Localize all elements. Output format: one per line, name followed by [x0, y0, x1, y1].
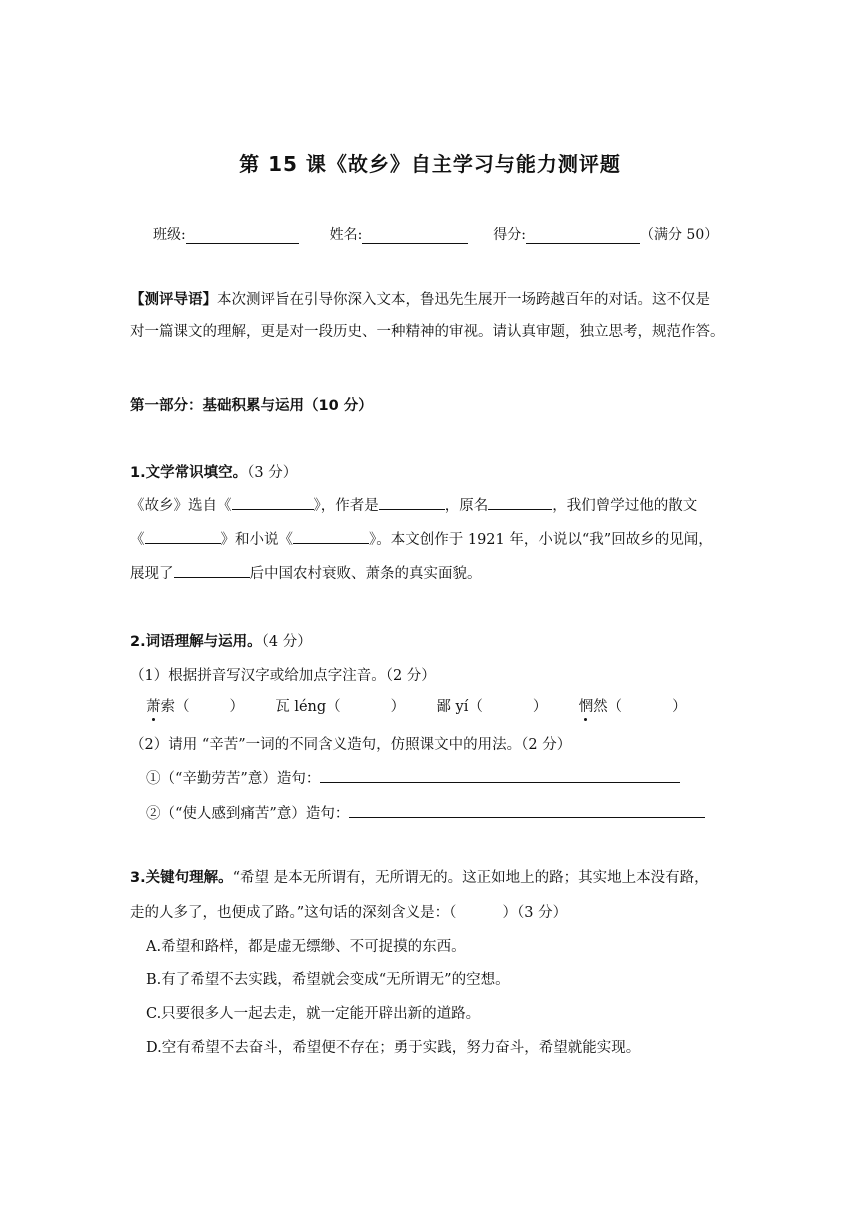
q1-text: 》。本文创作于 1921 年，小说以“我”回故乡的见闻， [369, 532, 713, 548]
pinyin-item-text: ） [672, 699, 687, 715]
q3-text-1: “希望 是本无所谓有，无所谓无的。这正如地上的路；其实地上本没有路， [232, 870, 709, 886]
q1-text: 展现了 [130, 566, 174, 582]
q3-option-d[interactable]: D.空有希望不去奋斗，希望便不存在；勇于实践，努力奋斗，希望就能实现。 [146, 1040, 641, 1056]
pinyin-item [146, 699, 244, 715]
student-info-line [153, 224, 718, 244]
q3-option-c[interactable]: C.只要很多人一起去走，就一定能开辟出新的道路。 [146, 1006, 481, 1022]
pinyin-item-text: ） [390, 699, 406, 715]
q1-title: 1.文学常识填空。 [130, 465, 248, 481]
q1-line-3 [130, 562, 482, 583]
q1-blank-author[interactable] [379, 495, 445, 510]
q1-blank-original-name[interactable] [488, 495, 552, 510]
pinyin-item-text: ） [532, 699, 548, 715]
q1-line-1 [130, 494, 697, 515]
page-title: 第 15 课《故乡》自主学习与能力测评题 [239, 152, 621, 176]
pinyin-item [275, 699, 405, 715]
q2-sentence-1 [146, 767, 680, 788]
q1-text: 》和小说《 [220, 532, 293, 548]
q1-text: ，我们曾学过他的散文 [552, 498, 698, 514]
q2-sub1: （1）根据拼音写汉字或给加点字注音。（2 分） [130, 668, 436, 684]
part1-heading: 第一部分：基础积累与运用（10 分） [130, 398, 373, 414]
q1-points: （3 分） [247, 465, 298, 481]
q1-text: 》，作者是 [313, 498, 379, 514]
q1-blank-essay[interactable] [145, 529, 221, 544]
guide-paragraph [130, 284, 734, 348]
sentence-1-prompt: ①（“辛勤劳苦”意）造句： [146, 771, 321, 787]
q2-points: （4 分） [261, 634, 312, 650]
q1-line-2 [130, 528, 713, 549]
q3-line-2: 走的人多了，也便成了路。”这句话的深刻含义是：（ ）（3 分） [130, 905, 568, 921]
sentence-2-prompt: ②（“使人感到痛苦”意）造句： [146, 806, 350, 822]
name-label: 姓名: [329, 227, 363, 243]
q1-text: 《 [130, 532, 145, 548]
pinyin-item-text: 鄙 yí（ [436, 699, 483, 715]
sentence-2-answer-line[interactable] [349, 803, 705, 818]
pinyin-item-text: ） [229, 699, 244, 715]
q1-text: 《故乡》选自《 [130, 498, 232, 514]
class-label: 班级: [153, 227, 186, 243]
q1-heading [130, 461, 297, 482]
guide-line-1: 本次测评旨在引导你深入文本，鲁迅先生展开一场跨越百年的对话。这不仅是 [217, 292, 710, 308]
pinyin-item [579, 699, 687, 715]
q1-blank-source[interactable] [232, 495, 314, 510]
pinyin-item [436, 699, 547, 715]
pinyin-item-text: 索（ [160, 699, 190, 715]
q3-option-b[interactable]: B.有了希望不去实践，希望就会变成“无所谓无”的空想。 [146, 972, 510, 988]
q2-heading [130, 630, 312, 651]
q3-line-1 [130, 866, 709, 887]
sentence-1-answer-line[interactable] [320, 768, 680, 783]
q1-blank-era[interactable] [174, 563, 250, 578]
dotted-char: 萧 [146, 695, 161, 716]
q2-sentence-2 [146, 802, 705, 823]
full-score-note: （满分 50） [639, 227, 719, 243]
name-blank[interactable] [362, 227, 468, 244]
q3-option-a[interactable]: A.希望和路样，都是虚无缥缈、不可捉摸的东西。 [146, 939, 466, 955]
score-label: 得分: [493, 227, 526, 243]
guide-line-2: 对一篇课文的理解，更是对一段历史、一种精神的审视。请认真审题，独立思考，规范作答。 [130, 324, 725, 340]
dotted-char: 惘 [579, 695, 594, 716]
score-blank[interactable] [526, 227, 640, 244]
q2-title: 2.词语理解与运用。 [130, 634, 262, 650]
q1-text: 后中国农村衰败、萧条的真实面貌。 [249, 566, 482, 582]
q3-title: 3.关键句理解。 [130, 870, 233, 886]
q1-text: ，原名 [444, 498, 489, 514]
q2-pinyin-items [146, 695, 687, 716]
q2-sub2: （2）请用 “辛苦”一词的不同含义造句，仿照课文中的用法。（2 分） [130, 737, 572, 753]
guide-label: 【测评导语】 [130, 292, 217, 308]
class-blank[interactable] [186, 227, 299, 244]
pinyin-item-text: 然（ [593, 699, 623, 715]
q1-blank-novel[interactable] [293, 529, 369, 544]
pinyin-item-text: 瓦 léng（ [275, 699, 341, 715]
